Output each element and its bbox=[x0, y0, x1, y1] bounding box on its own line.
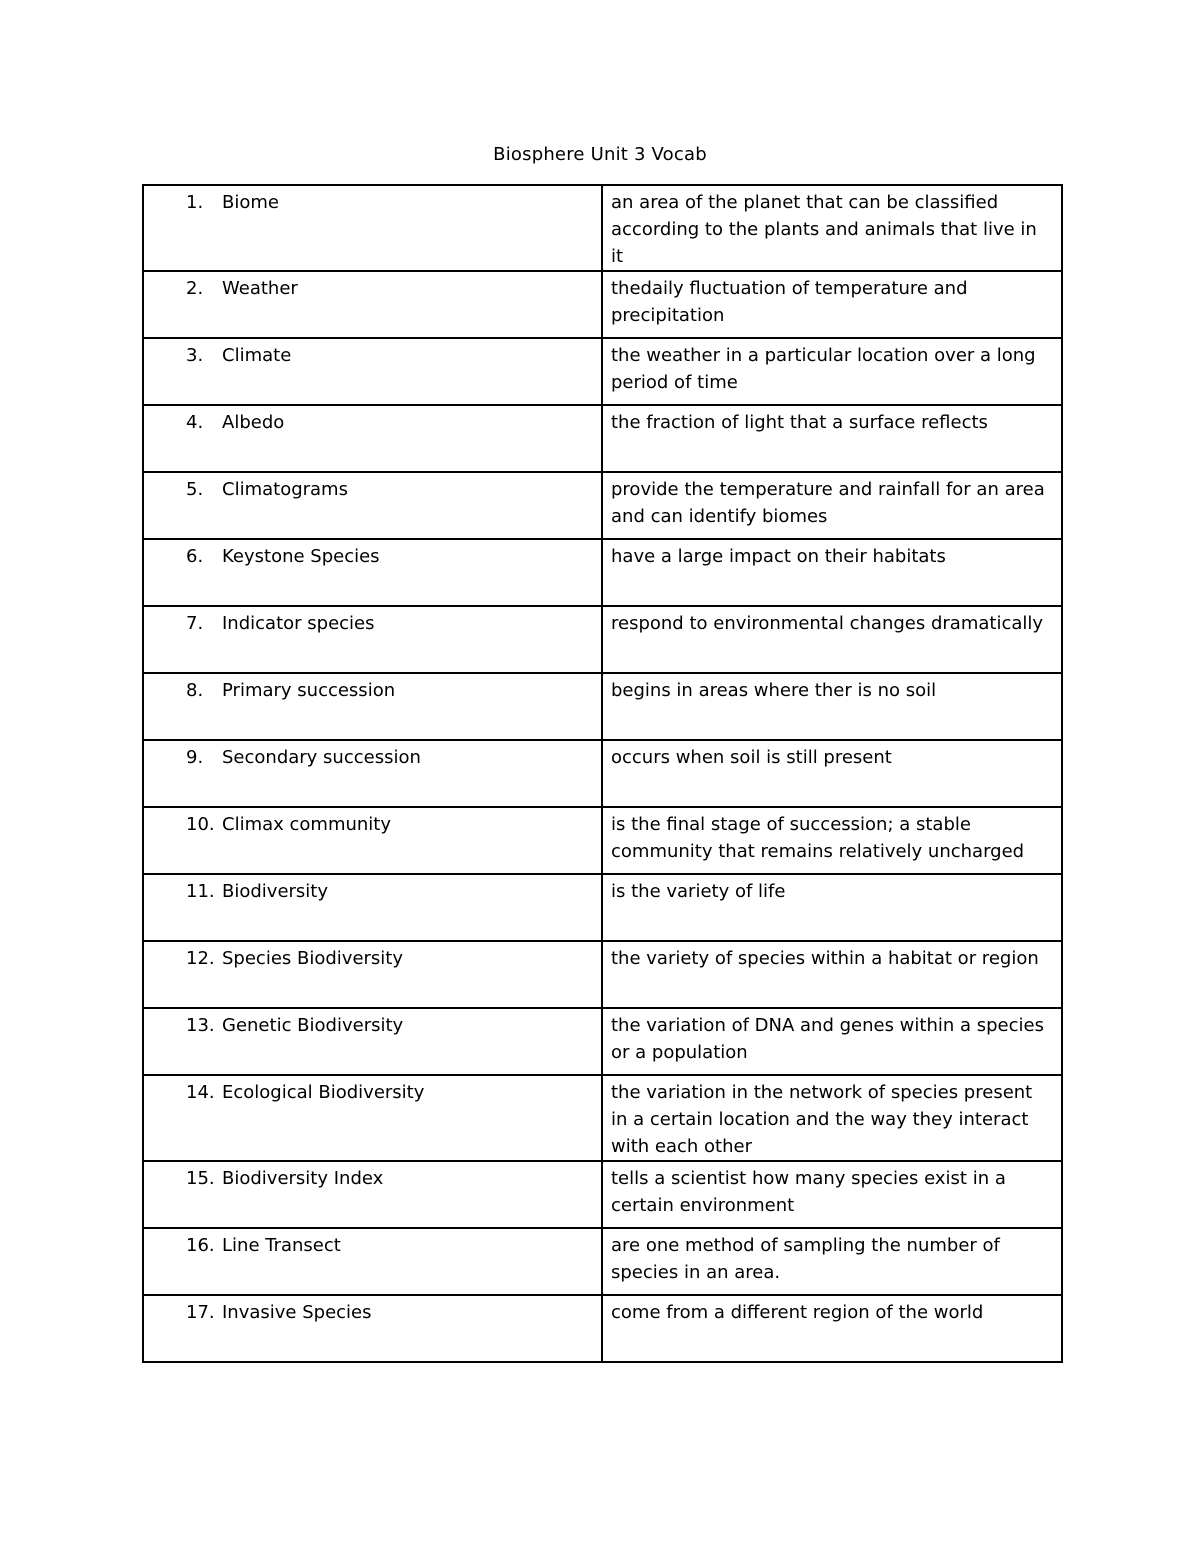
table-row bbox=[143, 1295, 1062, 1362]
term-number: 10. bbox=[186, 814, 215, 835]
term-cell bbox=[143, 472, 602, 539]
term-number: 11. bbox=[186, 881, 215, 902]
term-number: 14. bbox=[186, 1082, 215, 1103]
term-cell bbox=[143, 606, 602, 673]
term-label: Genetic Biodiversity bbox=[222, 1015, 404, 1036]
term-label: Keystone Species bbox=[222, 546, 380, 567]
term-label: Biodiversity bbox=[222, 881, 329, 902]
term-label: Weather bbox=[222, 278, 298, 299]
term-cell bbox=[143, 1075, 602, 1161]
document-title: Biosphere Unit 3 Vocab bbox=[493, 144, 707, 165]
term-label: Climatograms bbox=[222, 479, 348, 500]
table-row bbox=[143, 941, 1062, 1008]
term-number: 1. bbox=[186, 192, 204, 213]
term-label: Invasive Species bbox=[222, 1302, 372, 1323]
term-number: 17. bbox=[186, 1302, 215, 1323]
definition-cell: the fraction of light that a surface reflects bbox=[602, 405, 1062, 472]
term-cell bbox=[143, 1228, 602, 1295]
definition-cell: is the final stage of succession; a stable community that remains relatively uncharged bbox=[602, 807, 1062, 874]
definition-cell: an area of the planet that can be classified according to the plants and animals that live in it bbox=[602, 185, 1062, 271]
term-label: Indicator species bbox=[222, 613, 375, 634]
table-row bbox=[143, 874, 1062, 941]
table-row bbox=[143, 539, 1062, 606]
table-row bbox=[143, 1008, 1062, 1075]
definition-cell: respond to environmental changes dramatically bbox=[602, 606, 1062, 673]
table-row bbox=[143, 1161, 1062, 1228]
term-label: Species Biodiversity bbox=[222, 948, 404, 969]
term-label: Ecological Biodiversity bbox=[222, 1082, 425, 1103]
term-cell bbox=[143, 338, 602, 405]
term-number: 2. bbox=[186, 278, 204, 299]
term-label: Primary succession bbox=[222, 680, 396, 701]
term-number: 4. bbox=[186, 412, 204, 433]
definition-cell: tells a scientist how many species exist in a certain environment bbox=[602, 1161, 1062, 1228]
term-cell bbox=[143, 271, 602, 338]
vocab-table bbox=[142, 184, 1063, 1363]
table-row bbox=[143, 185, 1062, 271]
definition-cell: have a large impact on their habitats bbox=[602, 539, 1062, 606]
definition-cell: come from a different region of the world bbox=[602, 1295, 1062, 1362]
term-number: 8. bbox=[186, 680, 204, 701]
term-cell bbox=[143, 1295, 602, 1362]
term-label: Albedo bbox=[222, 412, 285, 433]
definition-cell: the variety of species within a habitat or region bbox=[602, 941, 1062, 1008]
definition-cell: the variation of DNA and genes within a species or a population bbox=[602, 1008, 1062, 1075]
term-cell bbox=[143, 941, 602, 1008]
definition-cell: the variation in the network of species present in a certain location and the way they interact with each other bbox=[602, 1075, 1062, 1161]
definition-cell: the weather in a particular location over a long period of time bbox=[602, 338, 1062, 405]
table-row bbox=[143, 472, 1062, 539]
term-number: 3. bbox=[186, 345, 204, 366]
table-row bbox=[143, 606, 1062, 673]
table-row bbox=[143, 405, 1062, 472]
term-label: Climax community bbox=[222, 814, 392, 835]
term-cell bbox=[143, 807, 602, 874]
term-cell bbox=[143, 1008, 602, 1075]
term-cell bbox=[143, 185, 602, 271]
definition-cell: thedaily fluctuation of temperature and precipitation bbox=[602, 271, 1062, 338]
table-row bbox=[143, 740, 1062, 807]
table-row bbox=[143, 271, 1062, 338]
definition-cell: is the variety of life bbox=[602, 874, 1062, 941]
definition-cell: begins in areas where ther is no soil bbox=[602, 673, 1062, 740]
term-label: Biodiversity Index bbox=[222, 1168, 384, 1189]
table-row bbox=[143, 673, 1062, 740]
term-number: 5. bbox=[186, 479, 204, 500]
term-number: 13. bbox=[186, 1015, 215, 1036]
term-label: Secondary succession bbox=[222, 747, 421, 768]
term-number: 9. bbox=[186, 747, 204, 768]
term-cell bbox=[143, 874, 602, 941]
definition-cell: provide the temperature and rainfall for an area and can identify biomes bbox=[602, 472, 1062, 539]
term-label: Biome bbox=[222, 192, 279, 213]
term-cell bbox=[143, 673, 602, 740]
term-number: 12. bbox=[186, 948, 215, 969]
term-number: 16. bbox=[186, 1235, 215, 1256]
term-label: Climate bbox=[222, 345, 292, 366]
term-number: 7. bbox=[186, 613, 204, 634]
term-cell bbox=[143, 740, 602, 807]
term-number: 15. bbox=[186, 1168, 215, 1189]
table-row bbox=[143, 1075, 1062, 1161]
term-cell bbox=[143, 405, 602, 472]
table-row bbox=[143, 338, 1062, 405]
definition-cell: are one method of sampling the number of species in an area. bbox=[602, 1228, 1062, 1295]
term-label: Line Transect bbox=[222, 1235, 341, 1256]
term-cell bbox=[143, 1161, 602, 1228]
term-number: 6. bbox=[186, 546, 204, 567]
term-cell bbox=[143, 539, 602, 606]
table-row bbox=[143, 1228, 1062, 1295]
table-row bbox=[143, 807, 1062, 874]
definition-cell: occurs when soil is still present bbox=[602, 740, 1062, 807]
